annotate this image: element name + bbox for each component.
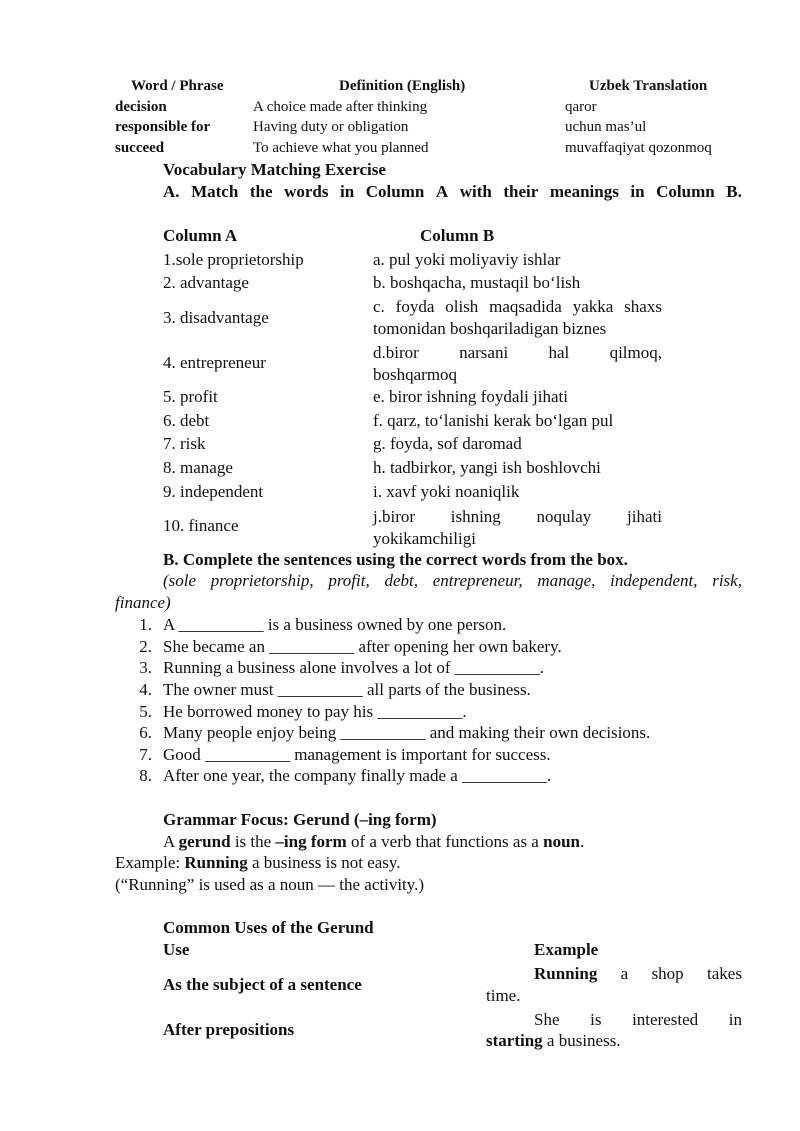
column-a-item: 5. profit [163, 387, 218, 406]
column-b-item: g. foyda, sof daromad [373, 434, 522, 453]
column-b-item: h. tadbirkor, yangi ish boshlovchi [373, 458, 601, 477]
column-a-item: 6. debt [163, 411, 210, 430]
column-b-item: b. boshqacha, mustaqil bo‘lish [373, 273, 581, 292]
sentence-item: Good __________ management is important for success. [163, 745, 551, 764]
uses-header-use: Use [163, 940, 190, 959]
column-b-item: j.biror ishning noqulay jihati yokikamchiligi [373, 507, 662, 548]
sentence-number: 1. [139, 615, 152, 634]
sentence-number: 5. [139, 702, 152, 721]
uses-row-example-line2: time. [486, 986, 521, 1005]
uses-header-example: Example [534, 940, 599, 959]
column-b-item: e. biror ishning foydali jihati [373, 387, 568, 406]
sentence-number: 2. [139, 637, 152, 656]
vocab-header-uzbek: Uzbek Translation [589, 78, 708, 94]
vocab-uzbek: muvaffaqiyat qozonmoq [565, 140, 712, 156]
sentence-item: Running a business alone involves a lot of __________. [163, 658, 545, 677]
grammar-title: Grammar Focus: Gerund (–ing form) [163, 810, 437, 829]
uses-title: Common Uses of the Gerund [163, 918, 374, 937]
vocab-word: responsible for [115, 119, 211, 135]
word-box-line2: finance) [115, 593, 171, 612]
sentence-item: After one year, the company finally made a __________. [163, 766, 552, 785]
vocab-header-word: Word / Phrase [131, 78, 224, 94]
column-b-item: c. foyda olish maqsadida yakka shaxs tomonidan boshqariladigan biznes [373, 297, 662, 338]
sentence-item: She became an __________ after opening her own bakery. [163, 637, 562, 656]
uses-row-example-line1: Running a shop takes [534, 964, 742, 983]
sentence-item: Many people enjoy being __________ and making their own decisions. [163, 723, 651, 742]
column-b-item: i. xavf yoki noaniqlik [373, 482, 520, 501]
sentence-number: 6. [139, 723, 152, 742]
word-box-line1: (sole proprietorship, profit, debt, entrepreneur, manage, independent, risk, [163, 571, 742, 590]
sentence-item: He borrowed money to pay his __________. [163, 702, 467, 721]
column-a-item: 10. finance [163, 516, 239, 535]
vocab-uzbek: qaror [565, 99, 597, 115]
column-a-item: 8. manage [163, 458, 233, 477]
uses-row-example-line2: starting a business. [486, 1031, 621, 1050]
sentence-item: A __________ is a business owned by one person. [163, 615, 507, 634]
sentence-number: 3. [139, 658, 152, 677]
column-a-item: 3. disadvantage [163, 308, 269, 327]
uses-row-example-line1: She is interested in [534, 1010, 742, 1029]
column-a-item: 9. independent [163, 482, 264, 501]
vocab-header-definition: Definition (English) [339, 78, 466, 94]
column-b-item: d.biror narsani hal qilmoq, boshqarmoq [373, 343, 662, 384]
gerund-example: Example: Running a business is not easy. [115, 853, 401, 872]
column-a-item: 4. entrepreneur [163, 353, 266, 372]
vocab-definition: To achieve what you planned [253, 140, 429, 156]
column-a-item: 1.sole proprietorship [163, 250, 304, 269]
column-a-item: 2. advantage [163, 273, 249, 292]
gerund-definition: A gerund is the –ing form of a verb that functions as a noun. [163, 832, 585, 851]
vocab-word: decision [115, 99, 167, 115]
sentence-number: 4. [139, 680, 152, 699]
matching-title: Vocabulary Matching Exercise [163, 160, 386, 179]
vocab-uzbek: uchun mas’ul [565, 119, 647, 135]
column-a-item: 7. risk [163, 434, 206, 453]
sentence-item: The owner must __________ all parts of the business. [163, 680, 531, 699]
column-b-item: a. pul yoki moliyaviy ishlar [373, 250, 561, 269]
vocab-word: succeed [115, 140, 165, 156]
gerund-note: (“Running” is used as a noun — the activity.) [115, 875, 425, 894]
matching-instruction: A. Match the words in Column A with their meanings in Column B. [163, 182, 742, 201]
uses-row-use: As the subject of a sentence [163, 975, 362, 994]
sentence-number: 7. [139, 745, 152, 764]
column-a-header: Column A [163, 226, 238, 245]
vocab-definition: A choice made after thinking [253, 99, 428, 115]
column-b-item: f. qarz, to‘lanishi kerak bo‘lgan pul [373, 411, 614, 430]
vocab-definition: Having duty or obligation [253, 119, 409, 135]
column-b-header: Column B [420, 226, 495, 245]
sentence-number: 8. [139, 766, 152, 785]
section-b-title: B. Complete the sentences using the correct words from the box. [163, 550, 628, 569]
uses-row-use: After prepositions [163, 1020, 295, 1039]
